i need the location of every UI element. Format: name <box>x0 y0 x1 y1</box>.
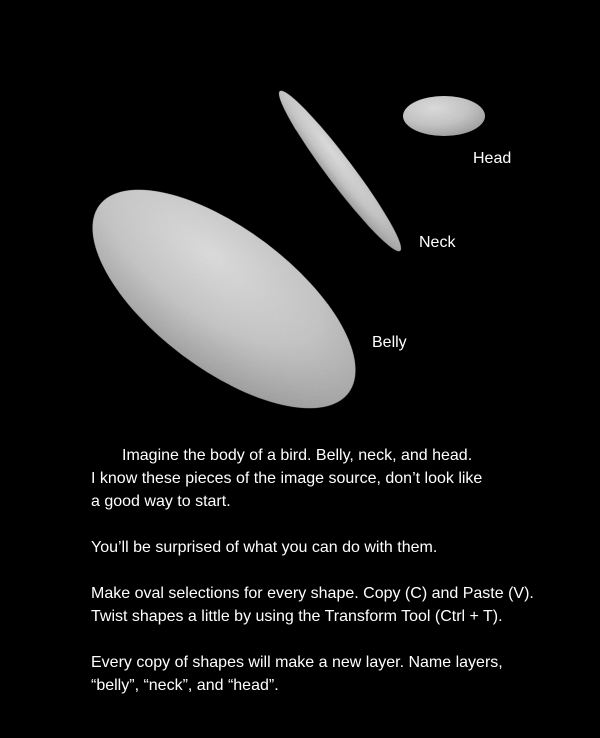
paragraph-surprise: You’ll be surprised of what you can do with them. <box>91 539 438 556</box>
instruction-text <box>91 444 561 697</box>
belly-label: Belly <box>372 334 407 351</box>
paragraph-layers: Every copy of shapes will make a new layer. Name layers, “belly”, “neck”, and “head”. <box>91 654 503 694</box>
paragraph-intro: Imagine the body of a bird. Belly, neck, and head. I know these pieces of the image source, don’t look like a good way to start. <box>91 447 483 510</box>
neck-label: Neck <box>419 234 456 251</box>
neck-oval <box>269 83 410 258</box>
head-label: Head <box>473 150 512 167</box>
paragraph-selections: Make oval selections for every shape. Copy (C) and Paste (V). Twist shapes a little by using the Transform Tool (Ctrl + T). <box>91 585 534 625</box>
head-oval <box>403 96 485 136</box>
